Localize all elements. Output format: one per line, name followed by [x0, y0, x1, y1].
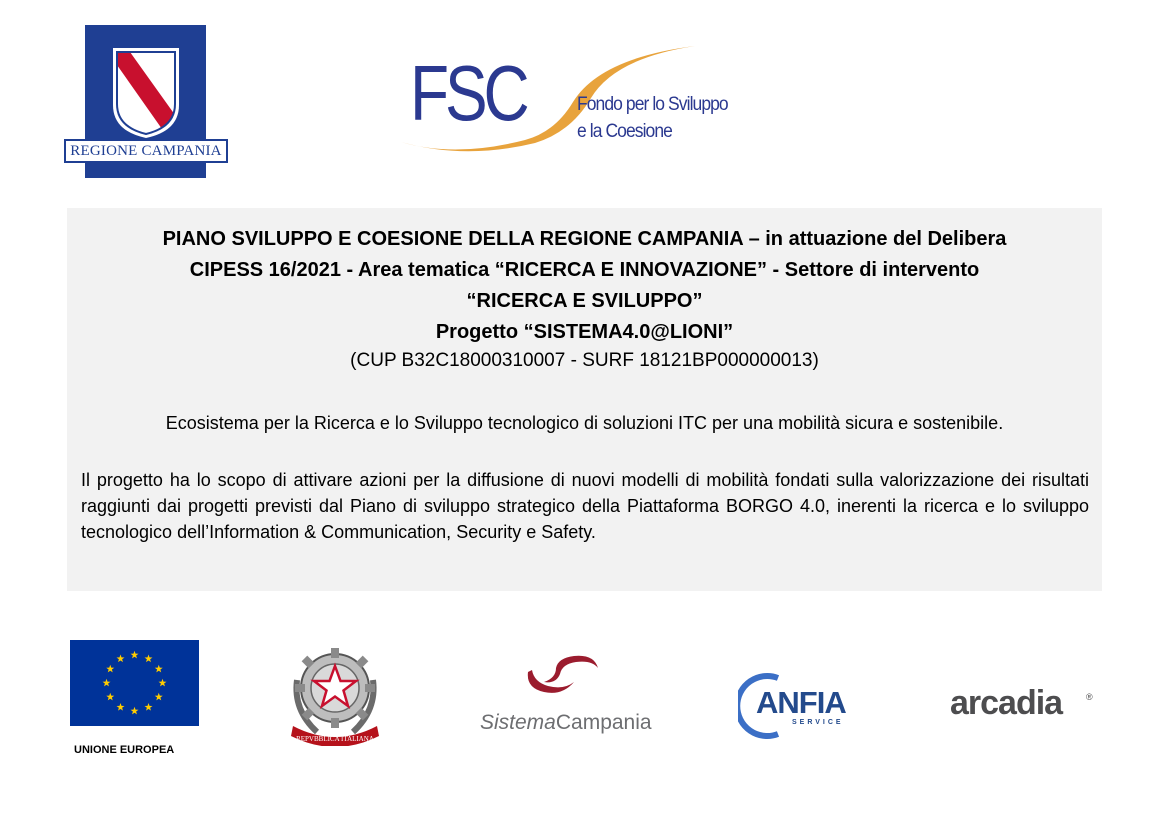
cup-code-line: (CUP B32C18000310007 - SURF 18121BP000000013) [350, 350, 819, 371]
title-line-1: PIANO SVILUPPO E COESIONE DELLA REGIONE CAMPANIA – in attuazione del Delibera [162, 228, 1007, 250]
sistema-campania-logo [477, 652, 652, 742]
fsc-tagline-line1: Fondo per lo Sviluppo [577, 94, 728, 115]
title-line-2: CIPESS 16/2021 - Area tematica “RICERCA E INNOVAZIONE” - Settore di intervento [189, 259, 980, 281]
arcadia-wordmark: arcadia [950, 684, 1063, 722]
registered-mark: ® [1086, 692, 1093, 702]
regione-campania-logo [58, 25, 228, 180]
eu-stars-icon [70, 640, 199, 726]
fsc-logo [395, 40, 765, 155]
emblem-ribbon-text: REPVBBLICA ITALIANA [296, 735, 374, 743]
eu-flag-logo [70, 640, 199, 726]
eu-star-icon [117, 655, 125, 663]
eu-star-icon [155, 665, 163, 673]
project-title-block [67, 224, 1102, 374]
eu-star-icon [131, 707, 139, 715]
project-info-panel [67, 208, 1102, 591]
project-name: Progetto “SISTEMA4.0@LIONI” [435, 321, 734, 343]
eu-star-icon [159, 679, 167, 687]
eu-star-icon [106, 693, 114, 701]
campania-word: Campania [555, 711, 652, 734]
emblem-icon [287, 640, 383, 746]
project-description: Il progetto ha lo scopo di attivare azioni per la diffusione di nuovi modelli di mobilità fondati sulla valorizzazione dei risultati raggiunti dai progetti previsti dal Piano di sviluppo strategico della Piattaforma BORGO 4.0, inerenti la ricerca e lo sviluppo tecnologico dell’Information & Communication, Security e Safety. [81, 470, 1089, 542]
italian-republic-emblem [287, 640, 383, 746]
eu-label: UNIONE EUROPEA [74, 744, 175, 756]
eu-star-icon [106, 665, 114, 673]
sistema-campania-wordmark [480, 711, 652, 735]
eu-star-icon [117, 703, 125, 711]
ecosystem-line: Ecosistema per la Ricerca e lo Sviluppo tecnologico di soluzioni ITC per una mobilità sicura e sostenibile. [165, 413, 1004, 433]
arcadia-logo [950, 683, 1100, 723]
sistema-campania-mark-icon [522, 652, 602, 694]
regione-campania-label: REGIONE CAMPANIA [64, 139, 228, 163]
eu-star-icon [103, 679, 111, 687]
anfia-service-logo [738, 668, 860, 740]
sistema-word: Sistema [480, 711, 556, 734]
anfia-service-label: SERVICE [792, 719, 844, 726]
regione-shield-icon [110, 45, 182, 141]
eu-star-icon [145, 655, 153, 663]
eu-star-icon [145, 703, 153, 711]
fsc-tagline-line2: e la Coesione [577, 121, 672, 142]
title-line-3: “RICERCA E SVILUPPO” [466, 290, 703, 312]
eu-star-icon [155, 693, 163, 701]
anfia-wordmark: ANFIA [756, 685, 846, 720]
fsc-letters: FSC [410, 49, 526, 137]
eu-star-icon [131, 651, 139, 659]
fsc-tagline [577, 91, 728, 145]
